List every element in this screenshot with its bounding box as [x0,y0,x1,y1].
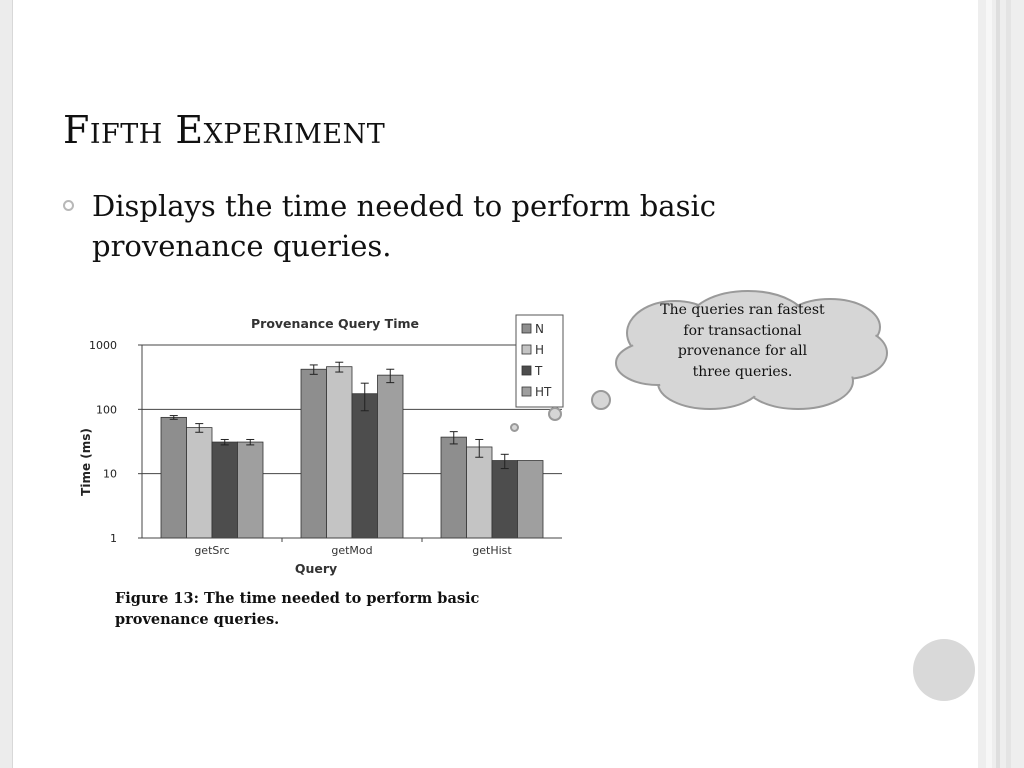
bar [441,437,467,538]
x-axis-label: Query [294,561,338,576]
slide-nav-circle[interactable] [913,639,975,701]
callout-text: The queries ran fastest for transactional provenance for all three queries. [660,302,825,380]
legend-label: HT [535,385,552,399]
bar [212,442,238,538]
thought-bubble-circle [548,407,562,421]
x-tick-label: getMod [331,544,373,557]
bar [161,417,187,538]
legend-label: N [535,322,544,336]
legend-swatch [522,387,531,396]
figure-caption: Figure 13: The time needed to perform basic provenance queries. [115,590,480,628]
bullet-text: Displays the time needed to perform basic provenance queries. [92,189,716,263]
y-tick-label: 1 [110,532,117,545]
thought-bubble-circle [510,423,519,432]
y-tick-label: 100 [96,403,117,417]
left-frame [0,0,12,768]
bar [238,442,264,538]
bar [378,375,404,538]
bar [327,367,353,538]
legend-swatch [522,324,531,333]
right-frame-strip [996,0,1000,768]
legend-swatch [522,366,531,375]
thought-bubble-circle [592,391,610,409]
bar [301,369,327,538]
bar [518,461,544,538]
left-frame-line [12,0,13,768]
bar-chart [70,305,570,585]
legend-swatch [522,345,531,354]
chart-legend [516,315,563,407]
bar [352,394,378,538]
bar [492,461,518,538]
slide-title: Fifth Experiment [63,108,386,152]
bar [467,447,493,538]
chart-title: Provenance Query Time [251,316,419,331]
right-frame [978,0,1024,768]
x-tick-label: getSrc [194,544,230,557]
x-tick-label: getHist [472,544,512,557]
right-frame-strip [1006,0,1011,768]
right-frame-strip [986,0,992,768]
bar [187,428,213,538]
y-tick-label: 10 [103,467,117,481]
legend-label: T [535,364,543,378]
y-tick-label: 1000 [89,339,117,352]
y-axis-label: Time (ms) [79,428,93,496]
bullet-circle-icon [63,200,74,211]
legend-label: H [535,343,545,357]
